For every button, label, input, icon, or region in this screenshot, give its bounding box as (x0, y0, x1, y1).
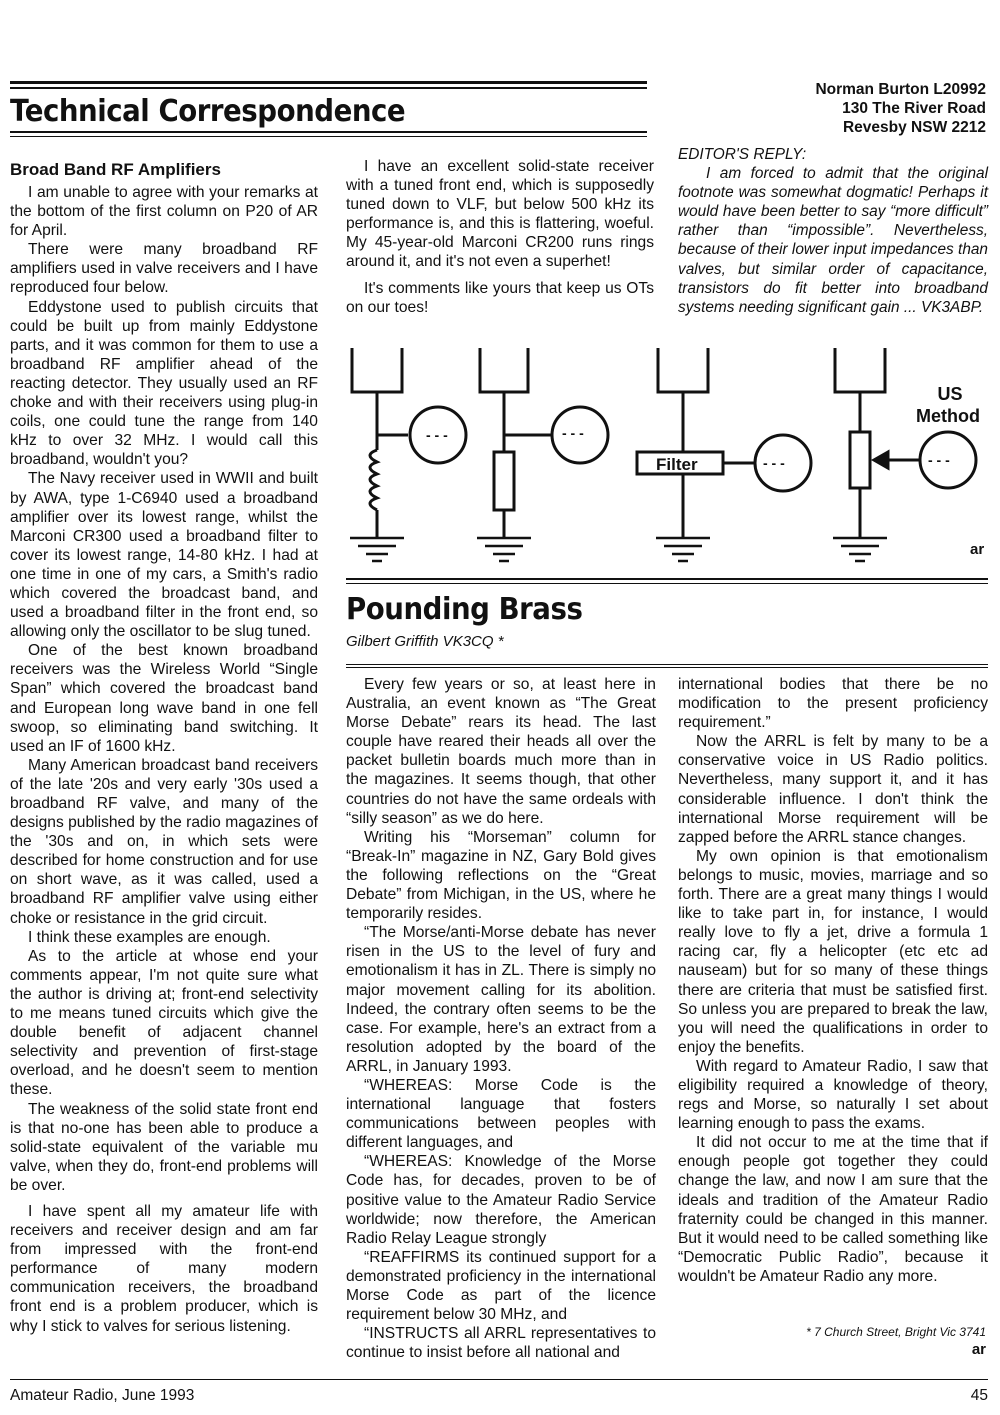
us-label: US (937, 384, 963, 404)
letter-paragraph: I am unable to agree with your remarks at the bottom of the first column on P20 of AR for April. (10, 184, 318, 240)
article-rule-bottom2 (346, 667, 988, 668)
letter-paragraph: The Navy receiver used in WWII and built by AWA, type 1-C6940 used a broadband amplifier over its lowest range, whilst the Marconi CR300 used a broadband filter to cover its lowest range, 14-80 kHz. I had at one time in one of my cars, a Smith's radio which covered the broadcast band, and used a broadband filter in the front end, so allowing only the oscillator to be slug tuned. (10, 470, 318, 641)
article-paragraph: Every few years or so, at least here in Australia, an event known as “The Great Morse Debate” rears its head. The last couple have reared their heads all over the packet bulletin boards much more than in the magazines. It seems though, that other countries do not have the same ordeals with “silly season” as we do here. (346, 676, 656, 827)
author-street: 130 The River Road (842, 100, 986, 117)
article-paragraph: “REAFFIRMS its continued support for a demonstrated proficiency in the international Morse Code as part of the licence requirement below 30 MHz, and (346, 1248, 656, 1324)
article-rule-bottom (346, 664, 988, 665)
letter-paragraph: Many American broadcast band receivers of the late '20s and very early '30s used a broadband RF valve, and many of the designs published by the radio magazines of the '30s and on, in which sets were described for home construction and for use on short wave, as it was called, used a broadband RF amplifier valve using either choke or resistance in the grid circuit. (10, 756, 318, 927)
circuit-resistor (477, 348, 608, 561)
article-column-3 (678, 675, 988, 1286)
article-rule-top (346, 578, 988, 580)
article-paragraph: “INSTRUCTS all ARRL representatives to continue to insist before all national and (346, 1325, 656, 1362)
letter-paragraph: I have spent all my amateur life with receivers and receiver design and am far from impressed with the front-end performance of many modern communication receivers, the broadband front end is a problem producer, which is why I stick to valves for serious listening. (10, 1202, 318, 1335)
article-footnote: * 7 Church Street, Bright Vic 3741 (806, 1325, 986, 1339)
osc-dots-1: - - - (426, 427, 448, 443)
article-rule-top2 (346, 583, 988, 584)
section-title: Technical Correspondence (10, 94, 406, 129)
letter-paragraph: It's comments like yours that keep us OTs on our toes! (346, 279, 654, 316)
circuit-us-method (833, 348, 976, 561)
article-end-mark: ar (971, 1341, 986, 1358)
osc-dots-2: - - - (562, 425, 584, 441)
rf-amplifier-diagram (340, 340, 995, 570)
author-name: Norman Burton L20992 (815, 81, 986, 98)
article-paragraph: Writing his “Morseman” column for “Break-In” magazine in NZ, Gary Bold gives the following reflections on the “Great Debate” from Michigan, in the US, where he temporarily resides. (346, 828, 656, 923)
editor-label: EDITOR'S REPLY: (678, 146, 807, 163)
method-label: Method (916, 406, 980, 426)
editor-reply (678, 145, 988, 317)
article-paragraph: It did not occur to me at the time that if enough people got together they could change the law, and now I am sure that the ideals and tradition of the Amateur Radio fraternity could be changed in this manner. But it would need to be called something like “Democratic Public Radio”, because it wouldn't be Amateur Radio any more. (678, 1134, 988, 1285)
osc-dots-3: - - - (763, 455, 785, 471)
footer-rule (10, 1379, 988, 1380)
footer-publication: Amateur Radio, June 1993 (10, 1387, 195, 1404)
header-rule-bottom (10, 131, 647, 133)
letter-paragraph: One of the best known broadband receivers was the Wireless World “Single Span” which covered the broadcast band and European long wave band in one fell swoop, so eliminating band switching. It used an IF of 1600 kHz. (10, 642, 318, 755)
letter-paragraph: The weakness of the solid state front end is that no-one has been able to produce a solid-state equivalent of the variable mu valve, when they do, front-end problems will be over. (10, 1100, 318, 1194)
filter-label: Filter (656, 455, 698, 474)
article-paragraph: international bodies that there be no modification to the present proficiency requirement.” (678, 676, 988, 732)
osc-dots-4: - - - (928, 452, 950, 468)
letter-paragraph: There were many broadband RF amplifiers used in valve receivers and I have reproduced four below. (10, 241, 318, 297)
article-paragraph: “The Morse/anti-Morse debate has never risen in the US to the level of fury and emotionalism it has in ZL. There is simply no major movement calling for its abolition. Indeed, the contrary often seems to be the case. For example, here's an extract from a resolution adopted by the board of the ARRL, in January 1993. (346, 924, 656, 1075)
article-column-2 (346, 675, 656, 1362)
header-rule-bottom2 (10, 136, 647, 137)
letter-paragraph: I have an excellent solid-state receiver with a tuned front end, which is supposedly tuned down to VLF, but below 500 kHz its performance is, and this is flattering, woeful. My 45-year-old Marconi CR200 runs rings around it, and it's not even a superhet! (346, 158, 654, 271)
letter-column-2 (346, 157, 654, 317)
header-rule-mid (10, 87, 647, 89)
page-number: 45 (970, 1387, 988, 1404)
article-paragraph: “WHEREAS: Morse Code is the international language that fosters communications between peoples with different languages, and (346, 1076, 656, 1152)
header-rule-top (10, 81, 647, 84)
article-title: Pounding Brass (346, 592, 583, 627)
editor-reply-text: I am forced to admit that the original footnote was somewhat dogmatic! Perhaps it would have been better to say “more difficult” rather than “impossible”. Nevertheless, because of their lower input impedances than valves, but similar order of capacitance, transistors do fit better into broadband systems needing significant gain ... VK3ABP. (678, 165, 988, 316)
letter-subheading: Broad Band RF Amplifiers (10, 160, 221, 179)
letter-column-1 (10, 183, 318, 1336)
author-address (726, 80, 986, 137)
diagram-end-mark: ar (970, 541, 985, 558)
article-paragraph: Now the ARRL is felt by many to be a conservative voice in US Radio politics. Nevertheless, many support it, and it has considerable influence. I don't think the international Morse requirement will be zapped before the ARRL stance changes. (678, 733, 988, 846)
article-paragraph: “WHEREAS: Knowledge of the Morse Code has, for decades, proven to be of positive value to the Amateur Radio Service worldwide; now therefore, the American Radio Relay League strongly (346, 1153, 656, 1247)
letter-paragraph: I think these examples are enough. (28, 928, 271, 946)
letter-paragraph: As to the article at whose end your comments appear, I'm not quite sure what the author is driving at; front-end selectivity to me means tuned circuits which give the double benefit of adjacent channel selectivity and prevention of first-stage overload, and he doesn't seem to mention these. (10, 947, 318, 1099)
author-city: Revesby NSW 2212 (842, 119, 986, 136)
letter-paragraph: Eddystone used to publish circuits that could be built up from mainly Eddystone parts, and it was common for them to use a broadband RF amplifier ahead of the reacting detector. They usually used an RF choke and with their receivers using plug-in coils, one could tune the range from 140 kHz to over 32 MHz. I would call this broadband, wouldn't you? (10, 298, 318, 469)
article-paragraph: My own opinion is that emotionalism belongs to music, movies, marriage and so forth. There are a great many things I would like to take part in, for instance, I would really love to fly a jet, drive a formula 1 racing car, fly a helicopter (etc etc ad nauseam) but for so many of these things there are criteria that must be satisfied first. So unless you are prepared to break the law, you will need the qualifications in order to enjoy the benefits. (678, 847, 988, 1056)
article-paragraph: With regard to Amateur Radio, I saw that eligibility required a knowledge of theory, regs and Morse, so naturally I set about learning enough to pass the exams. (678, 1057, 988, 1133)
circuit-rf-choke (350, 348, 466, 561)
article-byline: Gilbert Griffith VK3CQ * (346, 633, 504, 650)
